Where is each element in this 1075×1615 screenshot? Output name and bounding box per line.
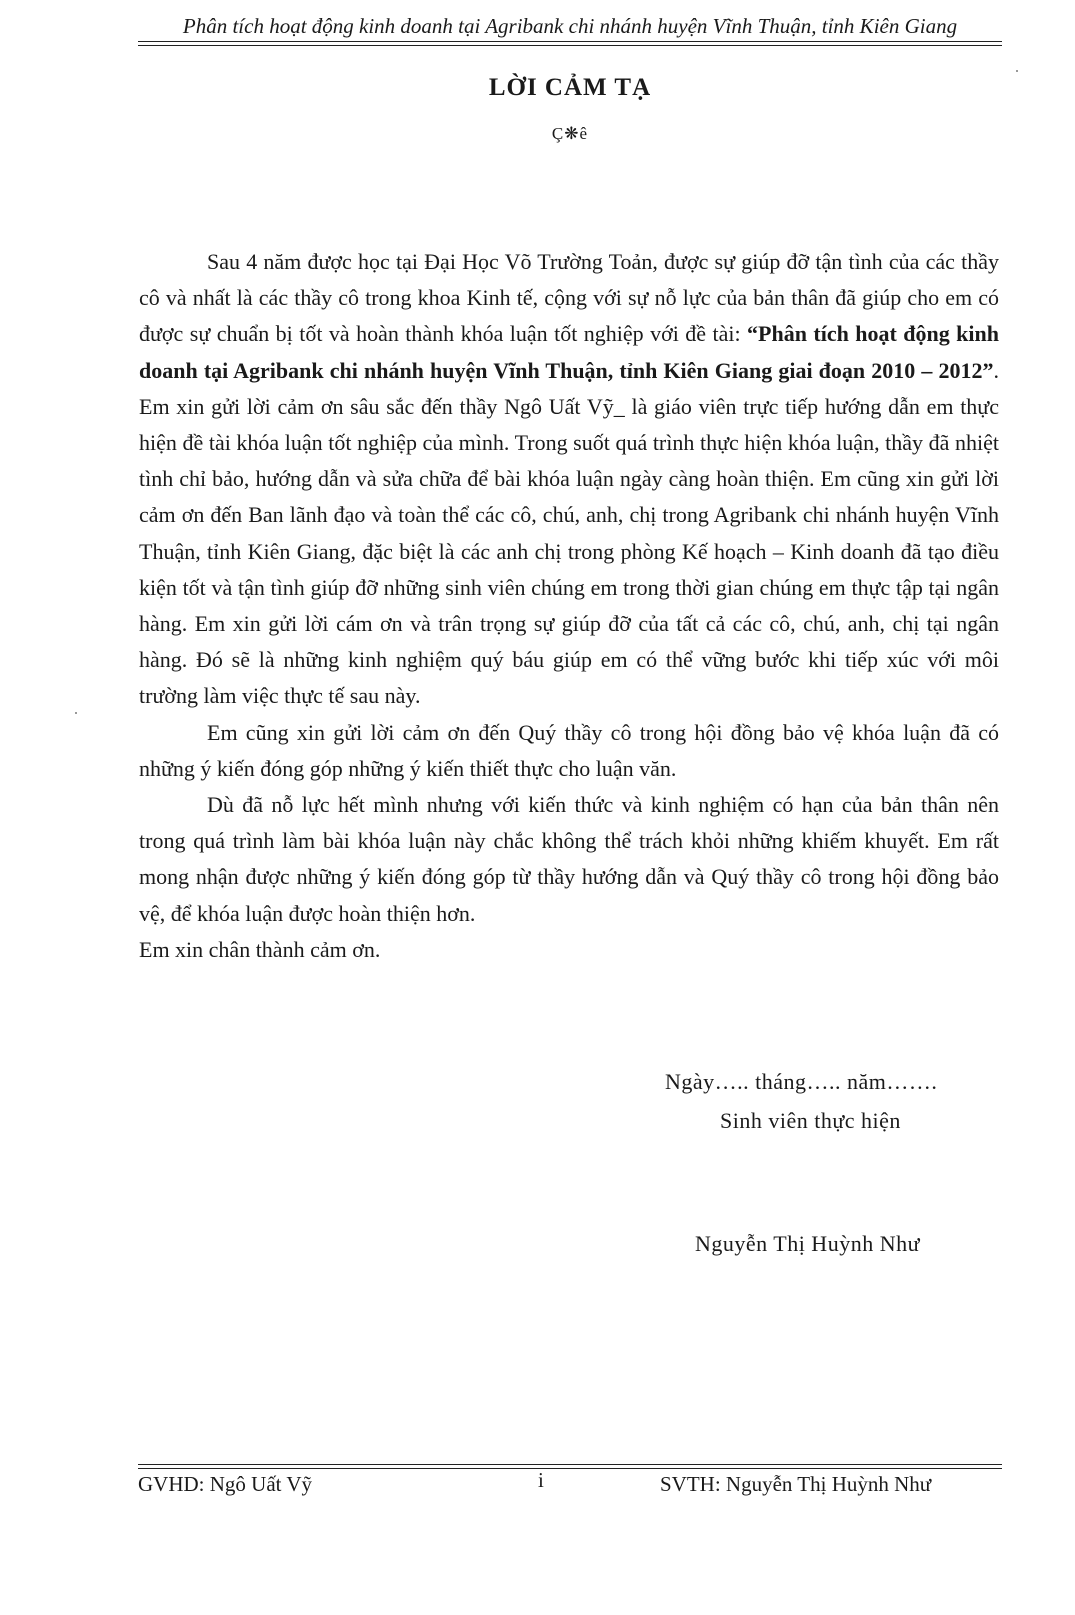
page-title: LỜI CẢM TẠ	[488, 74, 652, 101]
paragraph-3: Dù đã nỗ lực hết mình nhưng với kiến thức và kinh nghiệm có hạn của bản thân nên trong quá trình làm bài khóa luận này chắc không thể trách khỏi những khiếm khuyết. Em rất mong nhận được những ý kiến đóng góp từ thầy hướng dẫn và Quý thầy cô trong hội đồng bảo vệ, để khóa luận được hoàn thiện hơn.	[139, 792, 999, 926]
signer-name: Nguyễn Thị Huỳnh Như	[695, 1231, 921, 1256]
scan-speck	[75, 712, 77, 714]
paragraph-1	[139, 244, 999, 715]
date-line: Ngày….. tháng….. năm…….	[665, 1069, 938, 1094]
signer-role: Sinh viên thực hiện	[720, 1108, 901, 1133]
page-number: i	[538, 1468, 544, 1492]
running-header: Phân tích hoạt động kinh doanh tại Agribank chi nhánh huyện Vĩnh Thuận, tỉnh Kiên Giang	[182, 14, 958, 38]
ornament-divider: Ç❋ê	[551, 124, 589, 143]
footer-student: SVTH: Nguyễn Thị Huỳnh Như	[660, 1472, 932, 1496]
scan-speck	[1016, 70, 1018, 72]
thesis-title: “Phân tích hoạt động kinh doanh tại Agribank chi nhánh huyện Vĩnh Thuận, tỉnh Kiên Giang giai đoạn 2010 – 2012”	[139, 321, 1000, 383]
paragraph-2: Em cũng xin gửi lời cảm ơn đến Quý thầy cô trong hội đồng bảo vệ khóa luận đã có những ý kiến đóng góp những ý kiến thiết thực cho luận văn.	[139, 719, 999, 781]
paragraph-1-rest: . Em xin gửi lời cảm ơn sâu sắc đến thầy Ngô Uất Vỹ_ là giáo viên trực tiếp hướng dẫn em thực hiện đề tài khóa luận tốt nghiệp của mình. Trong suốt quá trình thực hiện khóa luận, thầy đã nhiệt tình chỉ bảo, hướng dẫn và sửa chữa để bài khóa luận ngày càng hoàn thiện. Em cũng xin gửi lời cảm ơn đến Ban lãnh đạo và toàn thể các cô, chú, anh, chị trong Agribank chi nhánh huyện Vĩnh Thuận, tỉnh Kiên Giang, đặc biệt là các anh chị trong phòng Kế hoạch – Kinh doanh đã tạo điều kiện tốt và tận tình giúp đỡ những sinh viên chúng em trong thời gian chúng em thực tập tại ngân hàng. Em xin gửi lời cám ơn và trân trọng sự giúp đỡ của tất cả các cô, chú, anh, chị tại ngân hàng. Đó sẽ là những kinh nghiệm quý báu giúp em có thể vững bước khi tiếp xúc với môi trường làm việc thực tế sau này.	[139, 357, 999, 709]
footer-advisor: GVHD: Ngô Uất Vỹ	[138, 1472, 313, 1496]
header-rule-bottom	[138, 45, 1002, 46]
closing-line: Em xin chân thành cảm ơn.	[139, 936, 381, 962]
paragraph-1-intro: Sau 4 năm được học tại Đại Học Võ Trường Toản, được sự giúp đỡ tận tình của các thầy cô và nhất là các thầy cô trong khoa Kinh tế, cộng với sự nỗ lực của bản thân đã giúp cho em có được sự chuẩn bị tốt và hoàn thành khóa luận tốt nghiệp với đề tài:	[139, 249, 999, 347]
footer-rule-top	[138, 1464, 1002, 1465]
footer-rule-bottom	[138, 1468, 1002, 1469]
acknowledgement-body	[139, 244, 999, 968]
header-rule-top	[138, 41, 1002, 42]
